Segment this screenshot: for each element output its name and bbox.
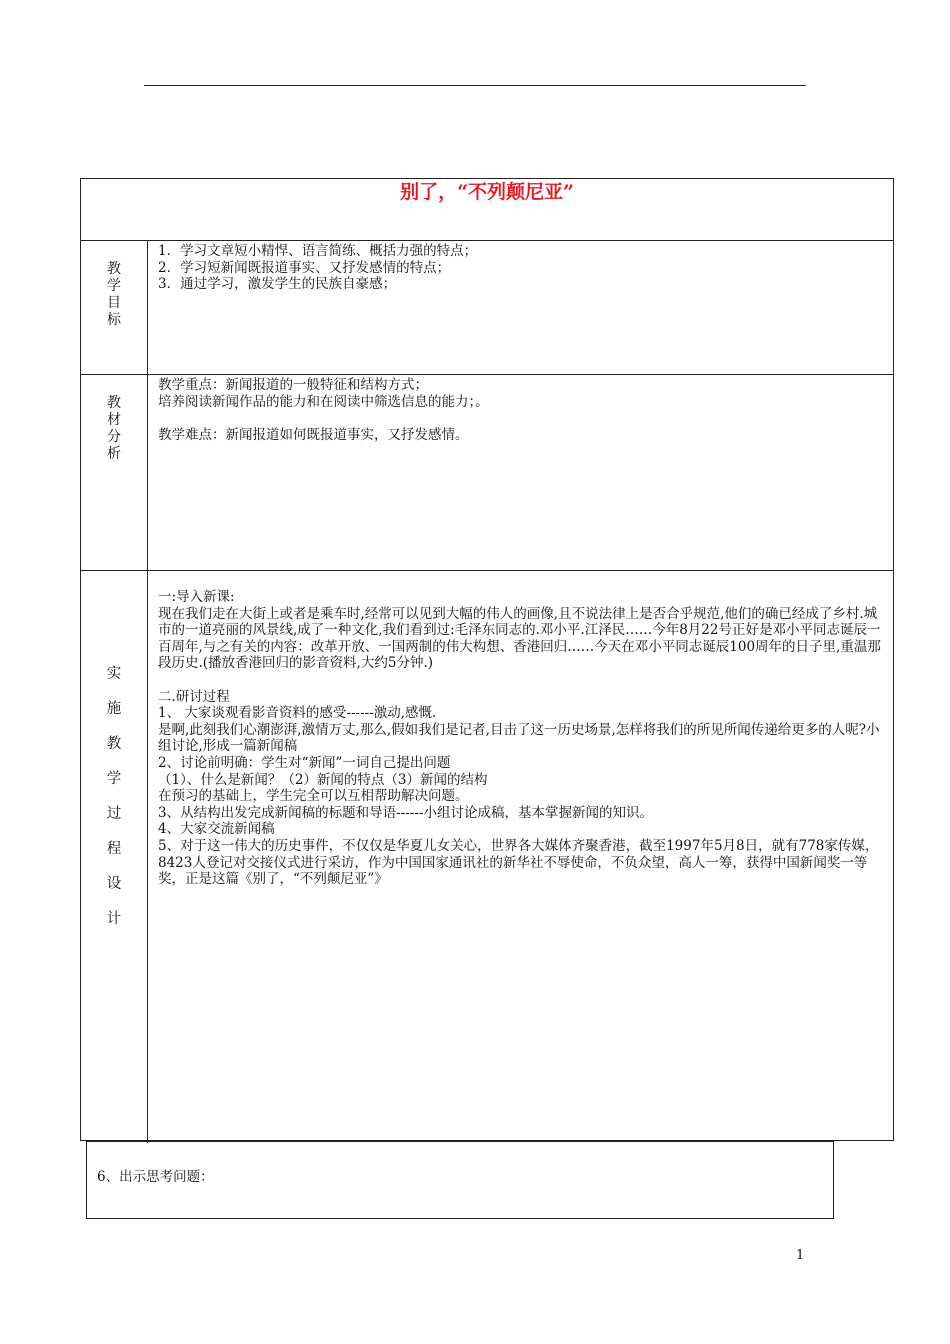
intro-heading: 一:导入新课: (158, 589, 235, 605)
intro-text: 现在我们走在大街上或者是乘车时,经常可以见到大幅的伟人的画像,且不说法律上是否合乎规范,他们的确已经成了乡村.城市的一道亮丽的风景线,成了一种文化,我们看到过:毛泽东同志的.邓小平.江泽民……今年8月22号正好是邓小平同志诞辰一百周年,与之有关的内容：改革开放、一国两制的伟大构想、香港回归……今天在邓小平同志诞辰100周年的日子里,重温那段历史.(播放香港回归的影音资料,大约5分钟.) (158, 605, 881, 672)
label-char: 过 (106, 806, 122, 822)
objectives-content (148, 241, 893, 375)
objectives-label-cell (81, 241, 148, 375)
difficulty: 教学难点：新闻报道如何既报道事实，又抒发感情。 (158, 426, 469, 443)
analysis-row (81, 374, 893, 571)
discussion-item: 3、从结构出发完成新闻稿的标题和导语------小组讨论成稿，基本掌握新闻的知识。 (158, 804, 653, 821)
page-number: 1 (796, 1248, 805, 1263)
label-char: 分 (107, 429, 121, 445)
discussion-item: 1、 大家谈观看影音资料的感受------激动,感慨. (158, 705, 437, 722)
objective-line: 3．通过学习，激发学生的民族自豪感； (158, 276, 397, 293)
label-char: 计 (106, 911, 122, 927)
label-char: 教 (106, 736, 122, 752)
label-char: 教 (107, 261, 121, 277)
thinking-questions-text: 6、出示思考问题： (97, 1169, 214, 1185)
discussion-item: 4、大家交流新闻稿 (158, 821, 275, 838)
discussion-item: （1）、什么是新闻？（2）新闻的特点（3）新闻的结构 (158, 771, 488, 788)
process-content (148, 571, 893, 1143)
lesson-plan-table (80, 178, 894, 1141)
key-points: 教学重点：新闻报道的一般特征和结构方式； (158, 377, 428, 393)
process-row (81, 570, 893, 1143)
analysis-content (148, 375, 893, 571)
label-char: 教 (107, 395, 121, 411)
objectives-row (81, 240, 893, 375)
discussion-item: 在预习的基础上，学生完全可以互相帮助解决问题。 (158, 788, 469, 805)
label-char: 施 (106, 701, 122, 717)
objectives-label (81, 261, 147, 329)
label-char: 实 (106, 666, 122, 682)
analysis-label (81, 395, 147, 463)
label-char: 目 (107, 295, 121, 311)
analysis-label-cell (81, 375, 148, 571)
key-points-continued: 培养阅读新闻作品的能力和在阅读中筛选信息的能力；。 (158, 393, 489, 410)
header-rule (144, 85, 806, 86)
discussion-heading: 二.研讨过程 (158, 688, 230, 705)
objective-line: 2．学习短新闻既报道事实、又抒发感情的特点； (158, 259, 451, 276)
label-char: 材 (107, 412, 121, 428)
label-char: 学 (107, 278, 121, 294)
thinking-questions-box (86, 1141, 834, 1219)
process-label-cell (81, 571, 148, 1143)
title-row (81, 179, 893, 240)
process-label (81, 657, 147, 937)
document-title: 别了，“不列颠尼亚” (400, 181, 574, 203)
discussion-item: 是啊,此刻我们心潮澎湃,激情万丈,那么,假如我们是记者,目击了这一历史场景,怎样将我们的所见所闻传递给更多的人呢?小组讨论,形成一篇新闻稿 (158, 721, 880, 755)
objective-line: 1．学习文章短小精悍、语言简练、概括力强的特点； (158, 243, 478, 259)
label-char: 析 (107, 446, 121, 462)
label-char: 标 (107, 312, 121, 328)
discussion-item: 2、讨论前明确：学生对“新闻”一词自己提出问题 (158, 754, 451, 771)
label-char: 程 (106, 841, 122, 857)
label-char: 学 (106, 771, 122, 787)
label-char: 设 (106, 876, 122, 892)
discussion-item: 5、对于这一伟大的历史事件，不仅仅是华夏儿女关心，世界各大媒体齐聚香港，截至1997年5月8日，就有778家传媒，8423人登记对交接仪式进行采访，作为中国国家通讯社的新华社不辱使命，不负众望，高人一筹，获得中国新闻奖一等奖，正是这篇《别了，“不列颠尼亚”》 (158, 837, 879, 888)
